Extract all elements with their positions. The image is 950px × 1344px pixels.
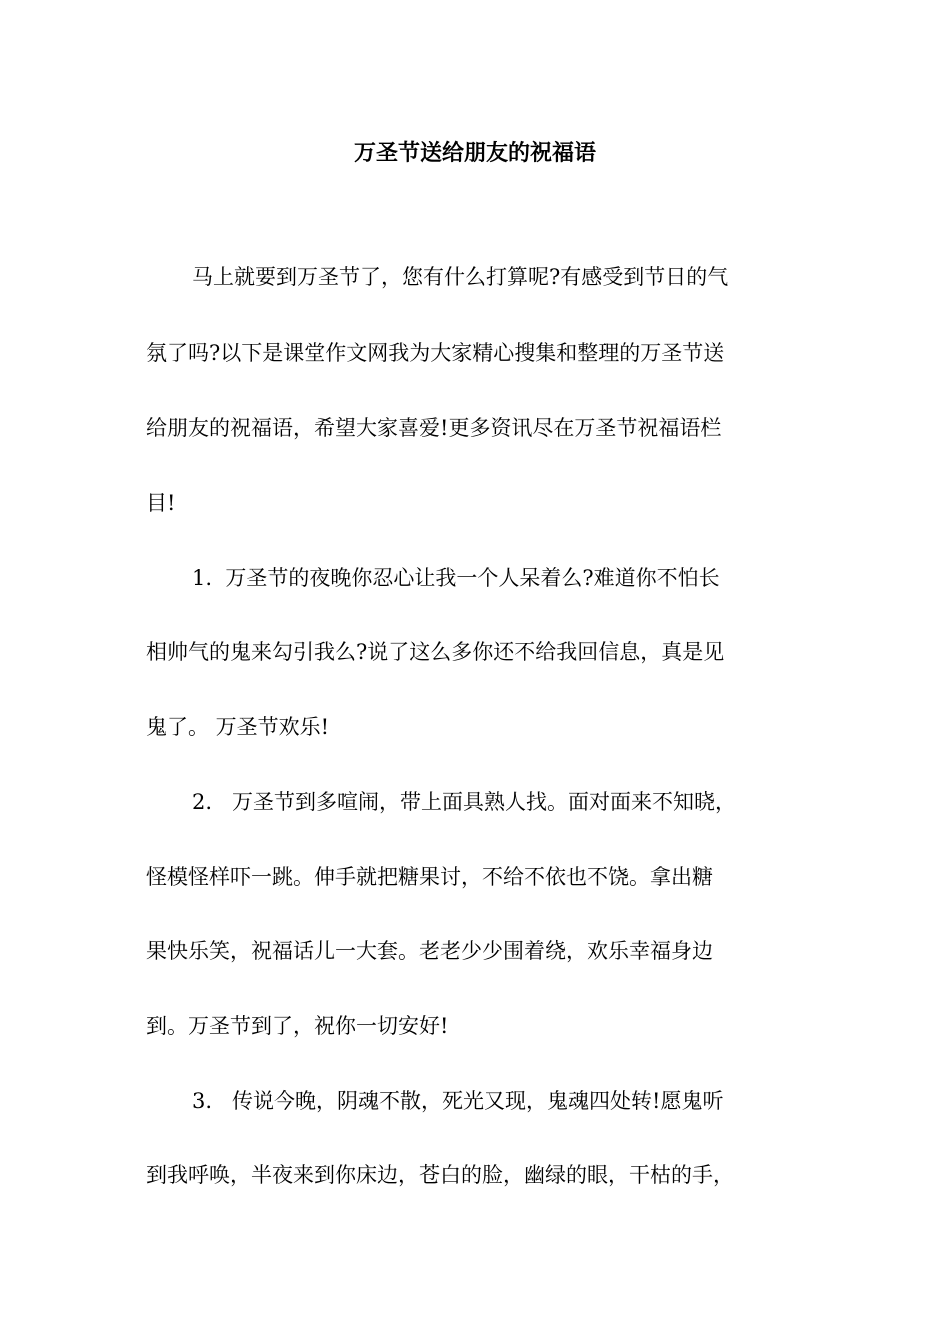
paragraph-line: 给朋友的祝福语，希望大家喜爱!更多资讯尽在万圣节祝福语栏 [146, 416, 722, 440]
paragraph-line: 鬼了。 万圣节欢乐! [146, 715, 330, 739]
paragraph-line: 到。万圣节到了，祝你一切安好! [146, 1014, 449, 1038]
paragraph-line: 怪模怪样吓一跳。伸手就把糖果讨，不给不依也不饶。拿出糖 [146, 865, 713, 889]
document-title: 万圣节送给朋友的祝福语 [353, 140, 596, 166]
paragraph-line: 1. 万圣节的夜晚你忍心让我一个人呆着么?难道你不怕长 [192, 566, 720, 590]
paragraph-line: 到我呼唤，半夜来到你床边，苍白的脸，幽绿的眼，干枯的手， [146, 1163, 734, 1187]
paragraph-line: 马上就要到万圣节了，您有什么打算呢?有感受到节日的气 [192, 265, 729, 289]
paragraph-line: 相帅气的鬼来勾引我么?说了这么多你还不给我回信息，真是见 [146, 640, 725, 664]
paragraph-line: 3. 传说今晚，阴魂不散，死光又现，鬼魂四处转!愿鬼听 [192, 1089, 724, 1113]
paragraph-line: 目! [146, 491, 176, 515]
paragraph-line: 氛了吗?以下是课堂作文网我为大家精心搜集和整理的万圣节送 [146, 341, 725, 365]
paragraph-line: 2. 万圣节到多喧闹，带上面具熟人找。面对面来不知晓， [192, 790, 737, 814]
paragraph-line: 果快乐笑，祝福话儿一大套。老老少少围着绕，欢乐幸福身边 [146, 939, 713, 963]
